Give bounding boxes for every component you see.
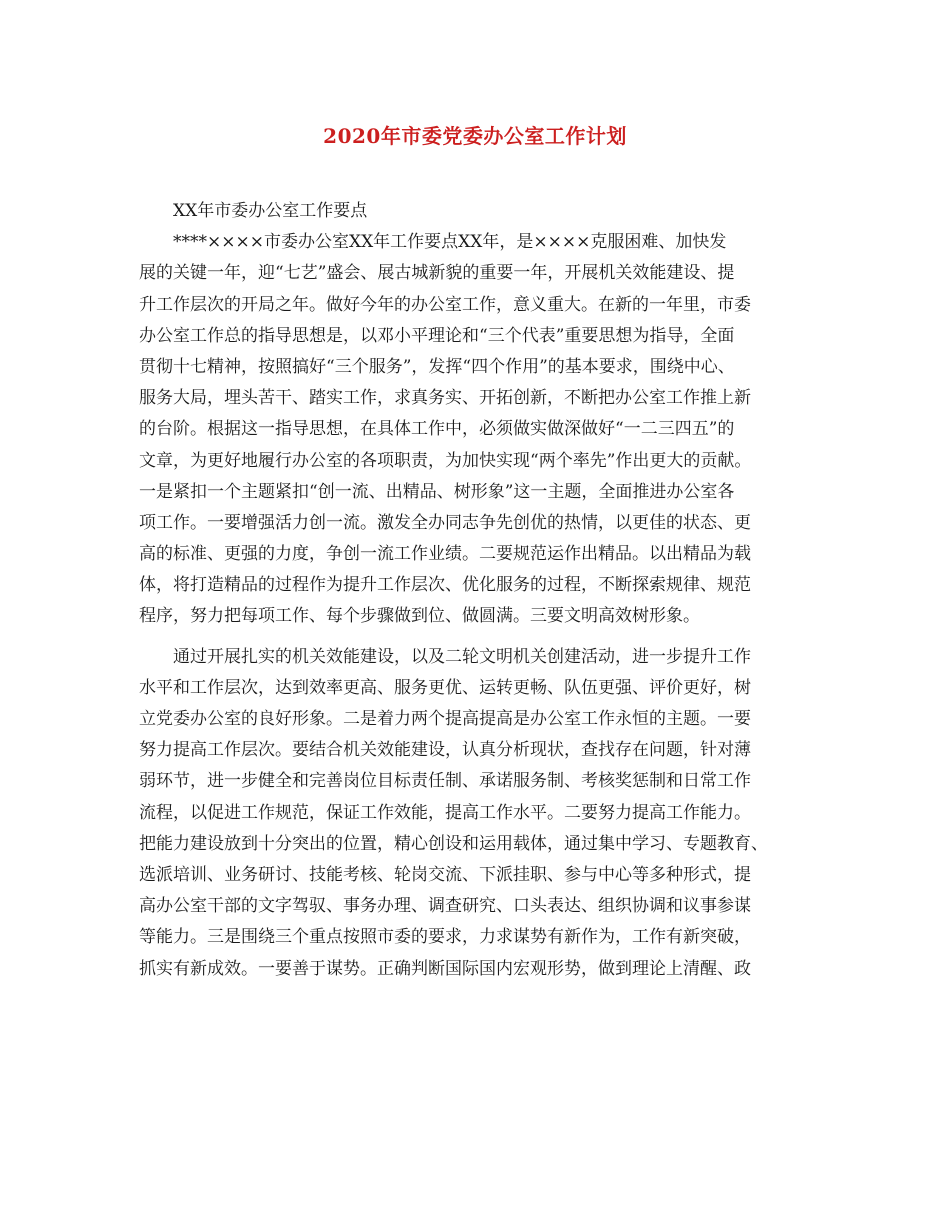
paragraph-line: 程序，努力把每项工作、每个步骤做到位、做圆满。三要文明高效树形象。 — [139, 606, 700, 627]
section-heading: XX年市委办公室工作要点 — [173, 201, 368, 221]
paragraph-line: 服务大局，埋头苦干、踏实工作，求真务实、开拓创新，不断把办公室工作推上新 — [139, 388, 751, 409]
paragraph-line: 等能力。三是围绕三个重点按照市委的要求，力求谋势有新作为，工作有新突破， — [139, 927, 751, 948]
document-title: 2020年市委党委办公室工作计划 — [323, 124, 627, 148]
paragraph-line: 办公室工作总的指导思想是，以邓小平理论和“三个代表”重要思想为指导，全面 — [139, 325, 735, 346]
paragraph-line: 把能力建设放到十分突出的位置，精心创设和运用载体，通过集中学习、专题教育、 — [139, 833, 768, 854]
paragraph-line: 文章，为更好地履行办公室的各项职责，为加快实现“两个率先”作出更大的贡献。 — [139, 450, 752, 471]
paragraph-line: 项工作。一要增强活力创一流。激发全办同志争先创优的热情，以更佳的状态、更 — [139, 512, 751, 533]
paragraph-line: 一是紧扣一个主题紧扣“创一流、出精品、树形象”这一主题，全面推进办公室各 — [139, 481, 735, 502]
paragraph-line: 弱环节，进一步健全和完善岗位目标责任制、承诺服务制、考核奖惩制和日常工作 — [139, 771, 751, 792]
paragraph-line: 体，将打造精品的过程作为提升工作层次、优化服务的过程，不断探索规律、规范 — [139, 575, 751, 596]
paragraph-line: 的台阶。根据这一指导思想，在具体工作中，必须做实做深做好“一二三四五”的 — [139, 419, 735, 440]
paragraph-line: 展的关键一年，迎“七艺”盛会、展古城新貌的重要一年，开展机关效能建设、提 — [139, 263, 735, 284]
paragraph-line: ****××××市委办公室XX年工作要点XX年，是××××克服困难、加快发 — [173, 232, 727, 253]
paragraph-line: 选派培训、业务研讨、技能考核、轮岗交流、下派挂职、参与中心等多种形式，提 — [139, 864, 751, 885]
paragraph-line: 升工作层次的开局之年。做好今年的办公室工作，意义重大。在新的一年里，市委 — [139, 294, 751, 315]
paragraph-line: 通过开展扎实的机关效能建设，以及二轮文明机关创建活动，进一步提升工作 — [173, 646, 751, 667]
document-body — [139, 196, 815, 985]
paragraph-line: 水平和工作层次，达到效率更高、服务更优、运转更畅、队伍更强、评价更好，树 — [139, 677, 751, 698]
paragraph-line: 流程，以促进工作规范，保证工作效能，提高工作水平。二要努力提高工作能力。 — [139, 802, 751, 823]
paragraph-line: 贯彻十七精神，按照搞好“三个服务”，发挥“四个作用”的基本要求，围绕中心、 — [139, 356, 735, 377]
paragraph-line: 高的标准、更强的力度，争创一流工作业绩。二要规范运作出精品。以出精品为载 — [139, 544, 751, 565]
paragraph-line: 高办公室干部的文字驾驭、事务办理、调查研究、口头表达、组织协调和议事参谋 — [139, 896, 751, 917]
paragraph-line: 努力提高工作层次。要结合机关效能建设，认真分析现状，查找存在问题，针对薄 — [139, 740, 751, 761]
paragraph-line: 抓实有新成效。一要善于谋势。正确判断国际国内宏观形势，做到理论上清醒、政 — [139, 958, 751, 979]
paragraph-line: 立党委办公室的良好形象。二是着力两个提高提高是办公室工作永恒的主题。一要 — [139, 709, 751, 729]
